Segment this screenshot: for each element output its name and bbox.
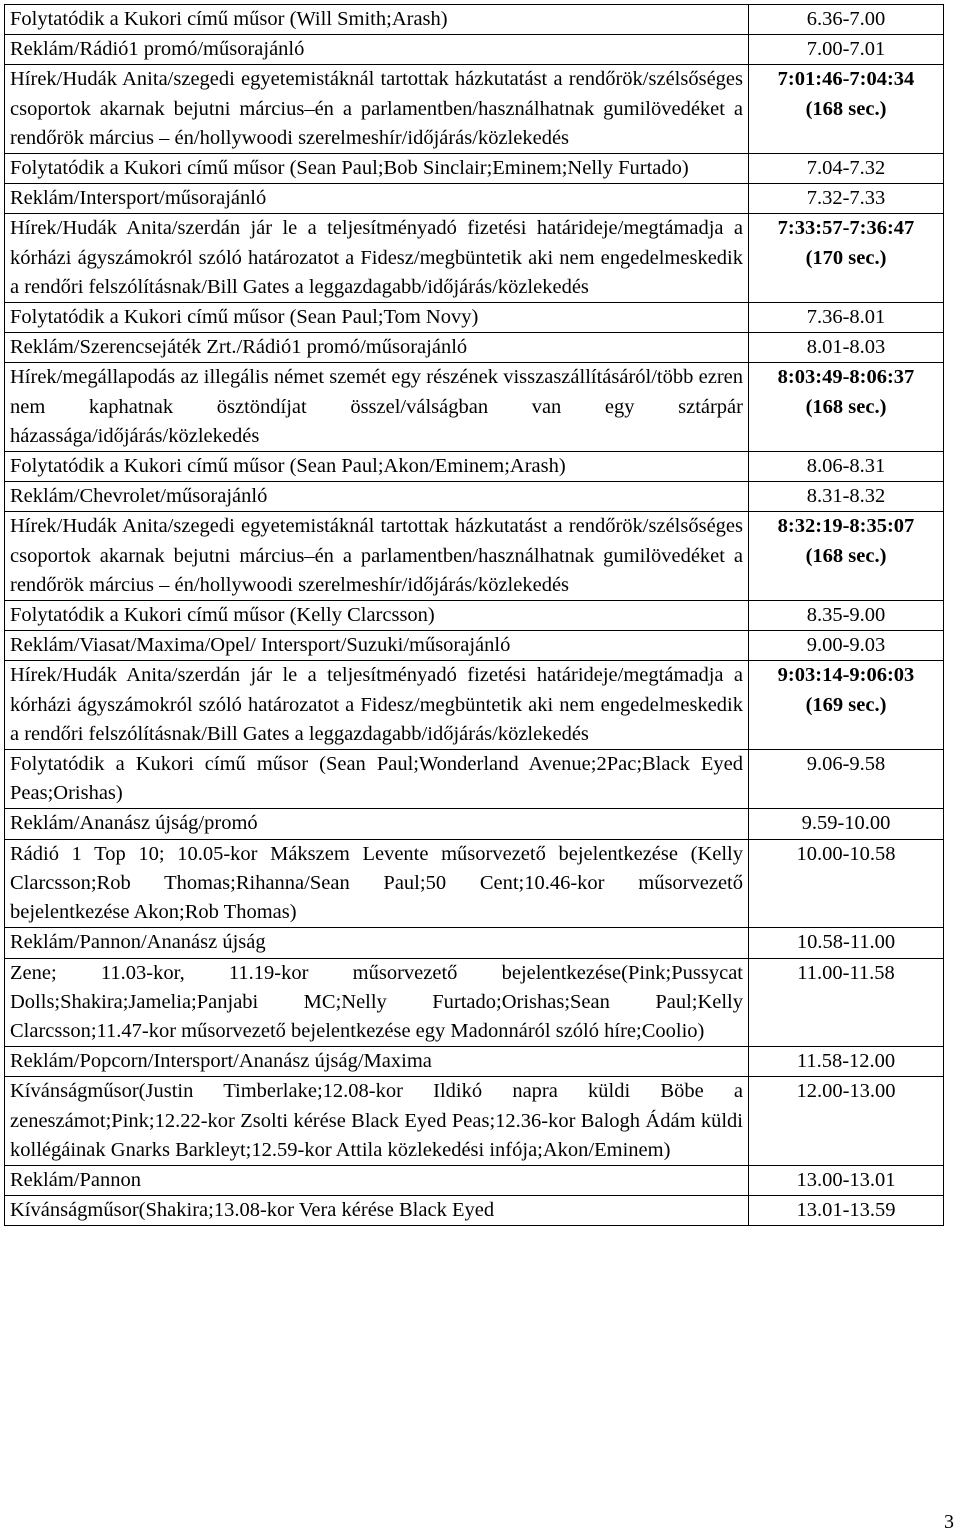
program-description: Folytatódik a Kukori című műsor (Kelly Clarcsson) (5, 601, 749, 631)
program-time (749, 35, 944, 65)
program-time (749, 363, 944, 452)
schedule-row (5, 661, 944, 750)
program-description: Kívánságműsor(Justin Timberlake;12.08-kor Ildikó napra küldi Böbe a zeneszámot;Pink;12.22-kor Zsolti kérése Black Eyed Peas;12.36-kor Balogh Ádám küldi kollégáinak Gnarks Barkleyt;12.59-kor Attila közlekedési infója;Akon/Eminem) (5, 1077, 749, 1166)
program-time (749, 214, 944, 303)
program-time (749, 839, 944, 928)
schedule-row (5, 452, 944, 482)
schedule-row (5, 601, 944, 631)
duration: (169 sec.) (805, 693, 887, 716)
program-time (749, 154, 944, 184)
program-description: Reklám/Ananász újság/promó (5, 809, 749, 839)
program-time (749, 958, 944, 1047)
time-range: 12.00-13.00 (796, 1080, 896, 1103)
time-range: 13.00-13.01 (796, 1168, 896, 1191)
page-number: 3 (944, 1511, 954, 1533)
schedule-row (5, 1047, 944, 1077)
program-time (749, 452, 944, 482)
schedule-row (5, 1196, 944, 1226)
program-description: Folytatódik a Kukori című műsor (Sean Paul;Wonderland Avenue;2Pac;Black Eyed Peas;Orishas) (5, 750, 749, 809)
program-time (749, 65, 944, 154)
broadcast-schedule-table (4, 4, 944, 1226)
schedule-row (5, 809, 944, 839)
program-description: Folytatódik a Kukori című műsor (Sean Paul;Akon/Eminem;Arash) (5, 452, 749, 482)
time-range: 8.06-8.31 (806, 455, 886, 478)
program-time (749, 512, 944, 601)
program-time (749, 482, 944, 512)
schedule-row (5, 482, 944, 512)
program-time (749, 661, 944, 750)
time-range: 8:03:49-8:06:37 (777, 366, 915, 389)
program-time (749, 1196, 944, 1226)
program-time (749, 1077, 944, 1166)
time-range: 9.00-9.03 (806, 634, 886, 657)
time-range: 9:03:14-9:06:03 (777, 664, 915, 687)
schedule-row (5, 184, 944, 214)
schedule-row (5, 839, 944, 928)
schedule-row (5, 35, 944, 65)
program-time (749, 303, 944, 333)
schedule-row (5, 631, 944, 661)
program-time (749, 928, 944, 958)
program-time (749, 601, 944, 631)
time-range: 7:01:46-7:04:34 (777, 68, 915, 91)
time-range: 7.32-7.33 (806, 187, 886, 210)
schedule-row (5, 1077, 944, 1166)
program-description: Hírek/megállapodás az illegális német szemét egy részének visszaszállításáról/több ezren nem kaphatnak ösztöndíjat összel/válságban van egy sztárpár házassága/időjárás/közlekedés (5, 363, 749, 452)
schedule-row (5, 512, 944, 601)
program-description: Folytatódik a Kukori című műsor (Sean Paul;Bob Sinclair;Eminem;Nelly Furtado) (5, 154, 749, 184)
program-description: Hírek/Hudák Anita/szerdán jár le a teljesítményadó fizetési határideje/megtámadja a kórházi ágyszámokról szóló határozatot a Fidesz/megbüntetik aki nem engedelmeskedik a rendőri felszólításnak/Bill Gates a leggazdagabb/időjárás/közlekedés (5, 661, 749, 750)
program-description: Zene; 11.03-kor, 11.19-kor műsorvezető bejelentkezése(Pink;Pussycat Dolls;Shakira;Jamelia;Panjabi MC;Nelly Furtado;Orishas;Sean Paul;Kelly Clarcsson;11.47-kor műsorvezető bejelentkezése egy Madonnáról szóló híre;Coolio) (5, 958, 749, 1047)
program-description: Reklám/Intersport/műsorajánló (5, 184, 749, 214)
program-time (749, 1165, 944, 1195)
program-description: Kívánságműsor(Shakira;13.08-kor Vera kérése Black Eyed (5, 1196, 749, 1226)
time-range: 7.36-8.01 (806, 306, 886, 329)
schedule-row (5, 65, 944, 154)
schedule-row (5, 5, 944, 35)
program-time (749, 1047, 944, 1077)
program-time (749, 809, 944, 839)
time-range: 8.35-9.00 (806, 604, 886, 627)
program-description: Folytatódik a Kukori című műsor (Will Smith;Arash) (5, 5, 749, 35)
time-range: 10.58-11.00 (796, 931, 896, 954)
schedule-row (5, 958, 944, 1047)
time-range: 11.58-12.00 (796, 1050, 896, 1073)
time-range: 6.36-7.00 (806, 8, 886, 30)
time-range: 7:33:57-7:36:47 (777, 217, 915, 240)
program-time (749, 5, 944, 35)
duration: (168 sec.) (805, 97, 887, 120)
program-description: Reklám/Rádió1 promó/műsorajánló (5, 35, 749, 65)
schedule-row (5, 363, 944, 452)
program-description: Reklám/Pannon (5, 1165, 749, 1195)
time-range: 7.00-7.01 (806, 38, 886, 61)
schedule-row (5, 1165, 944, 1195)
program-description: Hírek/Hudák Anita/szegedi egyetemistáknál tartottak házkutatást a rendőrök/szélsőséges csoportok akarnak bejutni március–én a parlamentben/használhatnak gumilövedéket a rendőrök március – én/hollywoodi szerelmeshír/időjárás/közlekedés (5, 65, 749, 154)
time-range: 9.06-9.58 (806, 753, 886, 776)
time-range: 13.01-13.59 (796, 1199, 896, 1222)
program-description: Hírek/Hudák Anita/szerdán jár le a teljesítményadó fizetési határideje/megtámadja a kórházi ágyszámokról szóló határozatot a Fidesz/megbüntetik aki nem engedelmeskedik a rendőri felszólításnak/Bill Gates a leggazdagabb/időjárás/közlekedés (5, 214, 749, 303)
time-range: 8.01-8.03 (806, 336, 886, 359)
program-time (749, 184, 944, 214)
program-description: Reklám/Chevrolet/műsorajánló (5, 482, 749, 512)
duration: (170 sec.) (805, 246, 887, 269)
schedule-row (5, 303, 944, 333)
time-range: 9.59-10.00 (801, 812, 891, 835)
schedule-body (5, 5, 944, 1226)
schedule-row (5, 154, 944, 184)
schedule-row (5, 750, 944, 809)
program-description: Folytatódik a Kukori című műsor (Sean Paul;Tom Novy) (5, 303, 749, 333)
program-time (749, 750, 944, 809)
program-description: Rádió 1 Top 10; 10.05-kor Mákszem Levente műsorvezető bejelentkezése (Kelly Clarcsson;Rob Thomas;Rihanna/Sean Paul;50 Cent;10.46-kor műsorvezető bejelentkezése Akon;Rob Thomas) (5, 839, 749, 928)
program-description: Hírek/Hudák Anita/szegedi egyetemistáknál tartottak házkutatást a rendőrök/szélsőséges csoportok akarnak bejutni március–én a parlamentben/használhatnak gumilövedéket a rendőrök március – én/hollywoodi szerelmeshír/időjárás/közlekedés (5, 512, 749, 601)
time-range: 8.31-8.32 (806, 485, 886, 508)
duration: (168 sec.) (805, 544, 887, 567)
time-range: 8:32:19-8:35:07 (777, 515, 915, 538)
program-description: Reklám/Szerencsejáték Zrt./Rádió1 promó/műsorajánló (5, 333, 749, 363)
schedule-row (5, 214, 944, 303)
time-range: 7.04-7.32 (806, 157, 886, 180)
schedule-row (5, 928, 944, 958)
program-description: Reklám/Viasat/Maxima/Opel/ Intersport/Suzuki/műsorajánló (5, 631, 749, 661)
time-range: 10.00-10.58 (796, 842, 896, 865)
duration: (168 sec.) (805, 395, 887, 418)
program-time (749, 333, 944, 363)
program-time (749, 631, 944, 661)
program-description: Reklám/Pannon/Ananász újság (5, 928, 749, 958)
program-description: Reklám/Popcorn/Intersport/Ananász újság/Maxima (5, 1047, 749, 1077)
schedule-row (5, 333, 944, 363)
time-range: 11.00-11.58 (797, 961, 895, 984)
